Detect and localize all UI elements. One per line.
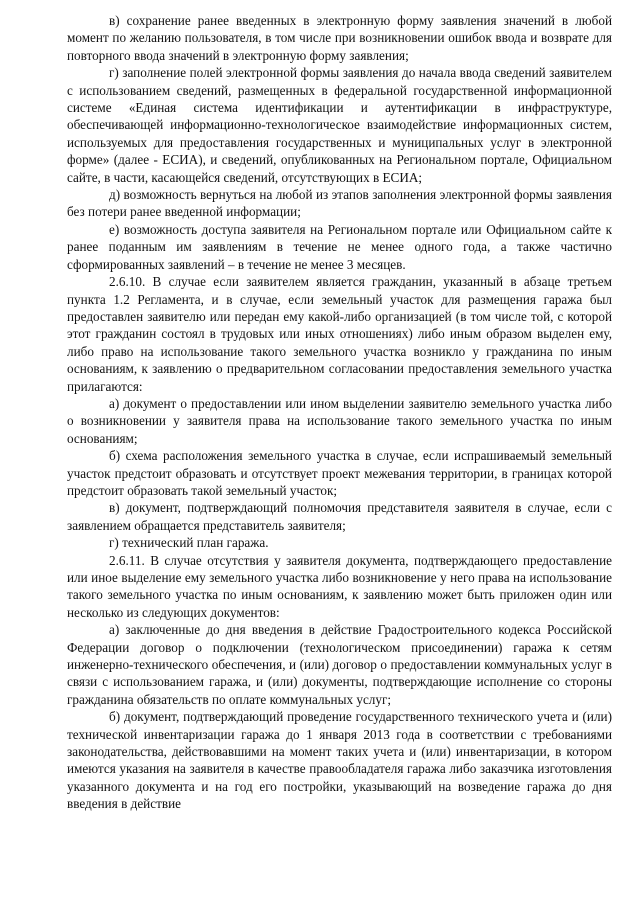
paragraph-2-6-10-a: а) документ о предоставлении или ином выделении заявителю земельного участка либо о возникновении у заявителя права на использование такого земельного участка по иным основаниям;	[67, 395, 612, 446]
paragraph-2-6-10: 2.6.10. В случае если заявителем является гражданин, указанный в абзаце третьем пункта 1.2 Регламента, и в случае, если земельный участок для размещения гаража был предоставлен заявителю или передан ему какой-либо организацией (в том числе той, с которой этот гражданин состоял в трудовых или иных отношениях) либо иным образом выделен ему, либо право на использование такого земельного участка возникло у гражданина по иным основаниям, к заявлению о предварительном согласовании предоставления земельного участка прилагаются:	[67, 274, 612, 394]
paragraph-2-6-11-b: б) документ, подтверждающий проведение государственного технического учета и (или) технической инвентаризации гаража до 1 января 2013 года в соответствии с требованиями законодательства, действовавшими на момент таких учета и (или) инвентаризации, в котором имеются указания на заявителя в качестве правообладателя гаража либо заказчика изготовления указанного документа и на год его постройки, указывающий на возведение гаража до дня введения в действие	[67, 709, 612, 812]
paragraph-2-6-11: 2.6.11. В случае отсутствия у заявителя документа, подтверждающего предоставление или иное выделение ему земельного участка либо возникновение у него права на использование такого земельного участка по иным основаниям, к заявлению может быть приложен один или несколько из следующих документов:	[67, 552, 612, 620]
paragraph-e-access-applications: е) возможность доступа заявителя на Региональном портале или Официальном сайте к ранее поданным им заявлениям в течение не менее одного года, а также частично сформированных заявлений – в течение не менее 3 месяцев.	[67, 221, 612, 272]
paragraph-g-autofill-esia: г) заполнение полей электронной формы заявления до начала ввода сведений заявителем с использованием сведений, размещенных в федеральной государственной информационной системе «Единая система идентификации и аутентификации в инфраструктуре, обеспечивающей информационно-технологическое взаимодействие информационных систем, используемых для предоставления государственных и муниципальных услуг в электронной форме» (далее - ЕСИА), и сведений, опубликованных на Региональном портале, Официальном сайте, в части, касающейся сведений, отсутствующих в ЕСИА;	[67, 65, 612, 185]
paragraph-2-6-10-g: г) технический план гаража.	[109, 535, 269, 551]
paragraph-2-6-10-v: в) документ, подтверждающий полномочия представителя заявителя в случае, если с заявлением обращается представитель заявителя;	[67, 500, 612, 533]
paragraph-d-return-to-step: д) возможность вернуться на любой из этапов заполнения электронной формы заявления без потери ранее введенной информации;	[67, 187, 612, 220]
paragraph-v-save-values: в) сохранение ранее введенных в электронную форму заявления значений в любой момент по желанию пользователя, в том числе при возникновении ошибок ввода и возврате для повторного ввода значений в электронную форму заявления;	[67, 13, 612, 63]
paragraph-2-6-10-b: б) схема расположения земельного участка в случае, если испрашиваемый земельный участок предстоит образовать и отсутствует проект межевания территории, в границах которой предстоит образовать такой земельный участок;	[67, 448, 612, 498]
paragraph-2-6-11-a: а) заключенные до дня введения в действие Градостроительного кодекса Российской Федерации договор о подключении (технологическом присоединении) гаража к сетям инженерно-технического обеспечения, и (или) договор о предоставлении коммунальных услуг в связи с использованием гаража, и (или) документы, подтверждающие исполнение со стороны гражданина обязательств по оплате коммунальных услуг;	[67, 622, 612, 707]
